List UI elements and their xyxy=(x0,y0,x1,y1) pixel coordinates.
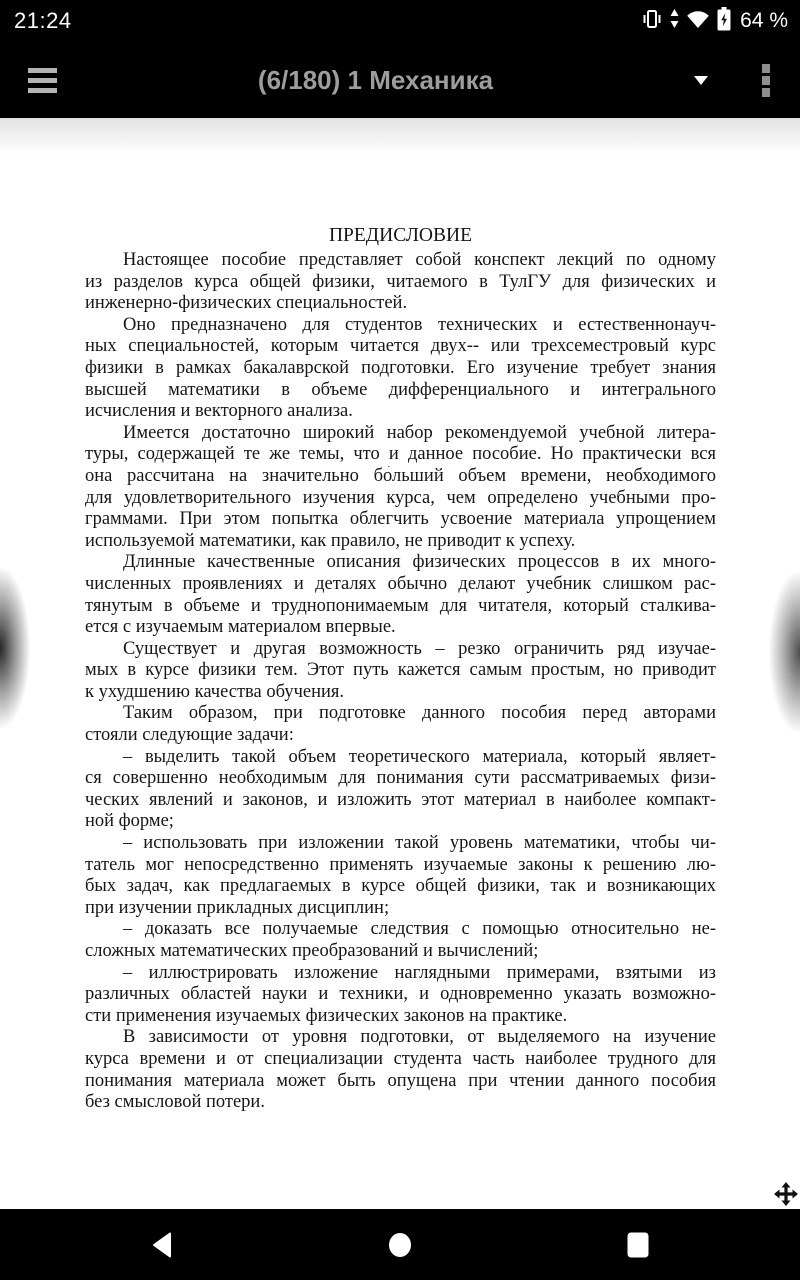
text-line: физики в рамках бакалаврской подготовки. Его изучение требует знания xyxy=(85,357,716,378)
text-line: туры, содержащей те же темы, что и данное пособие. Но практически вся xyxy=(85,444,716,465)
text-line: Настоящее пособие представляет собой конспект лекций по одному xyxy=(123,250,716,270)
wifi-icon xyxy=(686,9,710,34)
text-line: Оно предназначено для студентов технических и естественнонауч- xyxy=(123,314,716,335)
text-line: – выделить такой объем теоретического материала, который являет- xyxy=(123,746,716,767)
text-line: ческих явлений и законов, и изложить этот материал в наиболее компакт- xyxy=(85,789,716,810)
text-line: инженерно-физических специальностей. xyxy=(85,293,408,314)
back-icon[interactable] xyxy=(150,1231,174,1259)
status-icons xyxy=(641,7,788,36)
data-arrows-icon xyxy=(670,9,679,33)
text-line: граммами. При этом попытка облегчить усвоение материала упрощением xyxy=(85,509,716,530)
text-line: к ухудшению качества обучения. xyxy=(85,681,345,702)
text-line: Длинные качественные описания физических процессов в их много- xyxy=(123,552,716,573)
move-cursor-icon[interactable] xyxy=(774,1182,798,1206)
text-line: курса времени и от специализации студента часть наиболее трудного для xyxy=(85,1048,716,1069)
text-line: различных областей науки и техники, и одновременно указать возможно- xyxy=(85,984,716,1005)
text-line: бых задач, как предлагаемых в курсе общей физики, так и возникающих xyxy=(85,876,716,897)
battery-charging-icon xyxy=(717,7,731,36)
page-title[interactable]: (6/180) 1 Механика xyxy=(257,64,494,95)
clock: 21:24 xyxy=(14,8,72,33)
text-line: при изучении прикладных дисциплин; xyxy=(85,897,390,918)
text-line: мых в курсе физики тем. Этот путь кажется самым простым, но приводит xyxy=(85,660,716,681)
text-line: для удовлетворительного изучения курса, чем определено учебными про- xyxy=(85,487,716,508)
text-line: Таким образом, при подготовке данного пособия перед авторами xyxy=(123,703,716,724)
text-line: – доказать все получаемые следствия с помощью относительно не- xyxy=(123,919,716,940)
text-line: высшей математики в объеме дифференциального и интегрального xyxy=(85,379,716,400)
text-line: – использовать при изложении такой уровень математики, чтобы чи- xyxy=(123,833,716,854)
text-line: без смысловой потери. xyxy=(85,1092,265,1113)
document-heading: ПРЕДИСЛОВИЕ xyxy=(328,225,473,246)
text-line: исчисления и векторного анализа. xyxy=(85,401,353,422)
text-line: ной форме; xyxy=(85,811,174,832)
text-line: понимания материала может быть опущена при чтении данного пособия xyxy=(85,1070,716,1091)
text-line: Имеется достаточно широкий набор рекомендуемой учебной литера- xyxy=(123,422,716,443)
toolbar-shadow xyxy=(0,118,800,160)
android-nav-bar xyxy=(0,1209,800,1280)
page-curl-shadow-left xyxy=(0,565,31,731)
chevron-down-icon[interactable] xyxy=(694,76,708,85)
text-line: ных специальностей, которым читается двух-- или трехсеместровый курс xyxy=(85,336,716,357)
text-line: В зависимости от уровня подготовки, от выделяемого на изучение xyxy=(123,1027,716,1048)
text-line: тянутым в объеме и труднопонимаемым для читателя, который сталкива- xyxy=(85,595,716,616)
text-line: – иллюстрировать изложение наглядными примерами, взятыми из xyxy=(123,962,716,983)
text-line: ся совершенно необходимым для понимания сути рассматриваемых физи- xyxy=(85,768,716,789)
text-line: сти применения изучаемых физических законов на практике. xyxy=(85,1005,568,1026)
status-bar xyxy=(0,0,800,42)
battery-percent: 64 % xyxy=(740,9,788,32)
text-line: татель мог непосредственно применять изучаемые законы к решению лю- xyxy=(85,854,716,875)
page-curl-shadow-right xyxy=(768,568,800,736)
document-page xyxy=(0,118,800,1209)
document-text xyxy=(85,224,716,1114)
vibrate-icon xyxy=(641,8,663,35)
text-line: Существует и другая возможность – резко ограничить ряд изучае- xyxy=(123,638,716,659)
text-line: стояли следующие задачи: xyxy=(85,725,294,746)
overflow-menu-icon[interactable] xyxy=(762,61,770,100)
hamburger-menu-icon[interactable] xyxy=(28,63,57,98)
document-body xyxy=(85,250,716,1114)
toolbar xyxy=(0,42,800,118)
text-line: используемой математики, как правило, не приводит к успеху. xyxy=(85,530,576,551)
recents-icon[interactable] xyxy=(626,1231,650,1259)
text-line: ется с изучаемым материалом впервые. xyxy=(85,617,396,638)
home-icon[interactable] xyxy=(388,1231,412,1259)
text-line: она рассчитана на значительно бо́льший объем времени, необходимого xyxy=(85,465,716,486)
text-line: численных проявлениях и деталях обычно делают учебник слишком рас- xyxy=(85,573,716,594)
text-line: из разделов курса общей физики, читаемого в ТулГУ для физических и xyxy=(85,271,716,292)
text-line: сложных математических преобразований и вычислений; xyxy=(85,941,539,961)
